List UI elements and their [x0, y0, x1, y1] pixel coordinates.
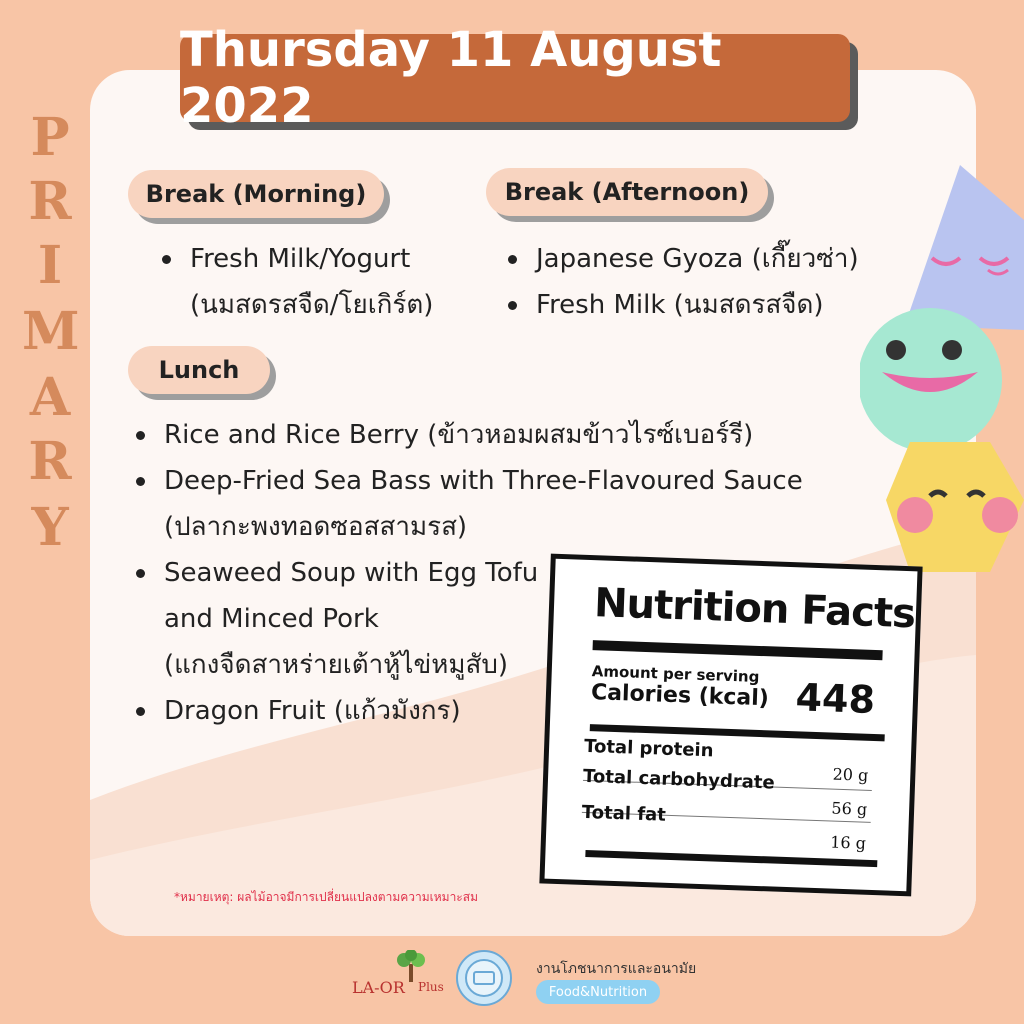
item-line: Fresh Milk (นมสดรสจืด) [536, 290, 824, 320]
footnote: *หมายเหตุ: ผลไม้อาจมีการเปลี่ยนแปลงตามความเหมาะสม [174, 890, 478, 904]
bottom-rule [585, 850, 877, 867]
list-item [506, 282, 859, 328]
triangle-character [905, 165, 1024, 330]
protein-label: Total protein [583, 735, 714, 762]
item-line: Fresh Milk/Yogurt [190, 244, 411, 274]
item-line: Deep-Fried Sea Bass with Three-Flavoured Sauce [164, 466, 803, 496]
item-line: Rice and Rice Berry (ข้าวหอมผสมข้าวไรซ์เบอร์รี) [164, 420, 754, 450]
side-letter: R [28, 171, 72, 232]
side-letter: M [22, 301, 80, 362]
break-morning-list [160, 236, 433, 328]
carbohydrate-value: 56 g [831, 798, 868, 819]
hexagon-character [886, 442, 1024, 572]
side-letter: Y [31, 497, 69, 558]
list-item [160, 236, 433, 328]
school-logo-text: LA-OR [352, 978, 405, 997]
school-logo-plus: Plus [418, 980, 444, 994]
decorative-characters [860, 160, 1024, 590]
department-seal-icon [456, 950, 512, 1006]
list-item [506, 236, 859, 282]
side-letter: A [29, 367, 71, 428]
item-line: (นมสดรสจืด/โยเกิร์ต) [190, 290, 434, 320]
fat-value: 16 g [829, 832, 867, 853]
list-item [134, 458, 803, 550]
side-letter: P [30, 107, 70, 168]
break-afternoon-list [506, 236, 859, 328]
item-line: Seaweed Soup with Egg Tofu [164, 558, 539, 588]
food-nutrition-badge: Food&Nutrition [536, 980, 660, 1004]
item-line: (ปลากะพงทอดซอสสามรส) [164, 512, 468, 542]
department-name: งานโภชนาการและอนามัย [536, 961, 697, 977]
break-morning-label: Break (Morning) [128, 170, 384, 218]
thick-rule [593, 640, 883, 660]
side-letter: R [28, 431, 72, 492]
break-afternoon-label: Break (Afternoon) [486, 168, 768, 216]
lunch-label: Lunch [128, 346, 270, 394]
nutrition-title: Nutrition Facts [593, 580, 916, 638]
item-line: (แกงจืดสาหร่ายเต้าหู้ไข่หมูสับ) [164, 650, 509, 680]
fat-label: Total fat [581, 801, 667, 826]
item-line: Japanese Gyoza (เกี๊ยวซ่า) [536, 244, 859, 274]
protein-value: 20 g [832, 764, 869, 785]
calories-label: Calories (kcal) [590, 680, 770, 712]
list-item [134, 412, 803, 458]
amount-label: Amount per serving [591, 662, 760, 686]
side-letter: I [37, 235, 63, 296]
carbohydrate-label: Total carbohydrate [582, 765, 776, 794]
seal-emblem-icon [458, 952, 510, 1004]
circle-character [860, 308, 1002, 452]
nutrition-facts-panel [539, 554, 922, 897]
item-line: and Minced Pork [164, 604, 379, 634]
page-title: Thursday 11 August 2022 [180, 34, 850, 122]
item-line: Dragon Fruit (แก้วมังกร) [164, 696, 461, 726]
calories-value: 448 [794, 675, 876, 722]
nutrition-box [539, 554, 922, 897]
